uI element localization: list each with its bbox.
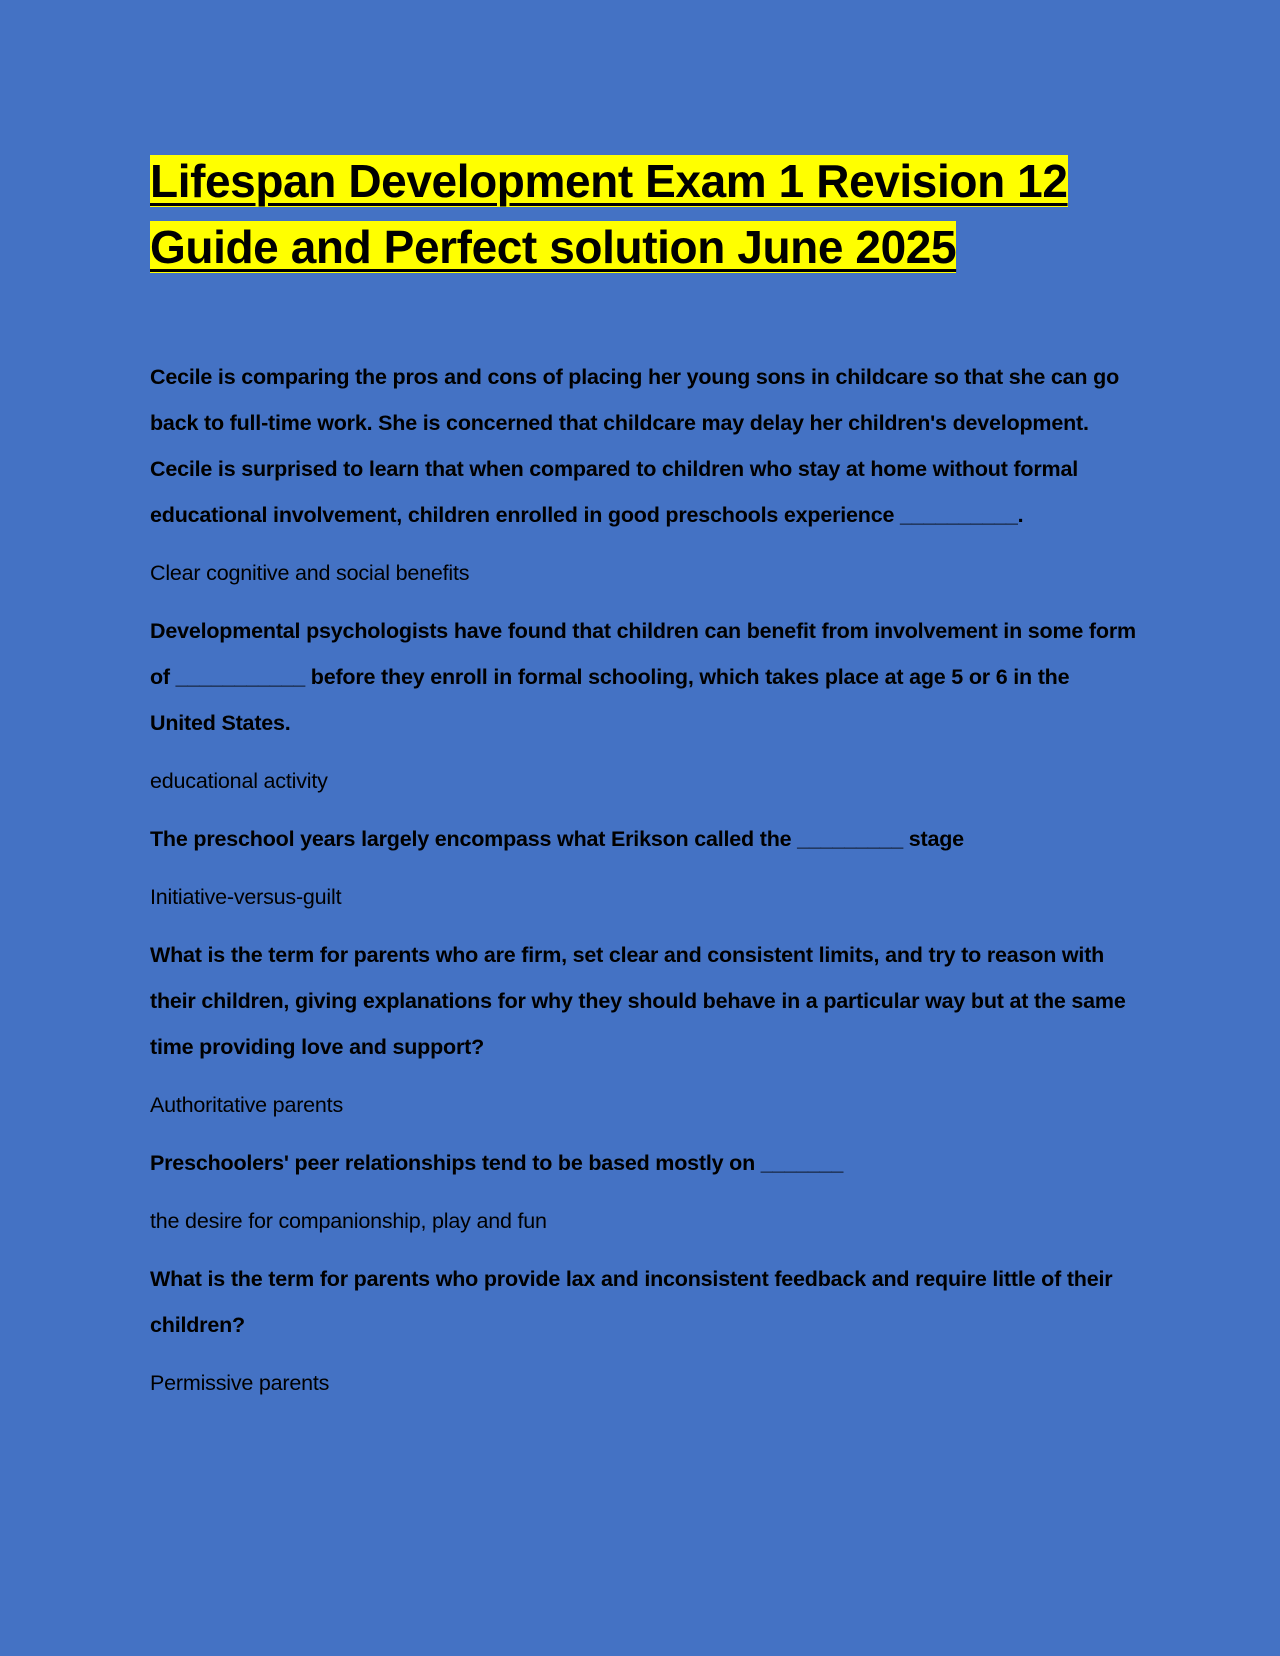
question-text: Preschoolers' peer relationships tend to be based mostly on _______ [150,1151,844,1175]
qa-item-6 [150,1256,1140,1406]
title-line-1: Lifespan Development Exam 1 Revision 12 [150,155,1068,207]
document-title [150,148,1150,280]
answer-text: educational activity [150,769,328,793]
answer-text: Permissive parents [150,1371,330,1395]
question-text: What is the term for parents who provide lax and inconsistent feedback and require little of their children? [150,1267,1113,1337]
answer-text: the desire for companionship, play and fun [150,1209,547,1233]
question-text: Cecile is comparing the pros and cons of placing her young sons in childcare so that she can go back to full-time work. She is concerned that childcare may delay her children's development. Cecile is surprised to learn that when compared to children who stay at home without formal educational involvement, children enrolled in good preschools experience __________. [150,365,1120,527]
question-text: The preschool years largely encompass what Erikson called the _________ stage [150,827,964,851]
qa-item-4 [150,932,1140,1128]
qa-item-2 [150,608,1140,804]
question-text: What is the term for parents who are firm, set clear and consistent limits, and try to reason with their children, giving explanations for why they should behave in a particular way but at the same time providing love and support? [150,943,1126,1059]
question-text: Developmental psychologists have found that children can benefit from involvement in some form of ___________ before they enroll in formal schooling, which takes place at age 5 or 6 in the United States. [150,619,1136,735]
qa-item-5 [150,1140,1140,1244]
answer-text: Clear cognitive and social benefits [150,561,470,585]
answer-text: Initiative-versus-guilt [150,885,342,909]
title-line-2: Guide and Perfect solution June 2025 [150,221,957,273]
qa-item-1 [150,354,1140,596]
qa-list [150,354,1140,1418]
qa-item-3 [150,816,1140,920]
answer-text: Authoritative parents [150,1093,343,1117]
